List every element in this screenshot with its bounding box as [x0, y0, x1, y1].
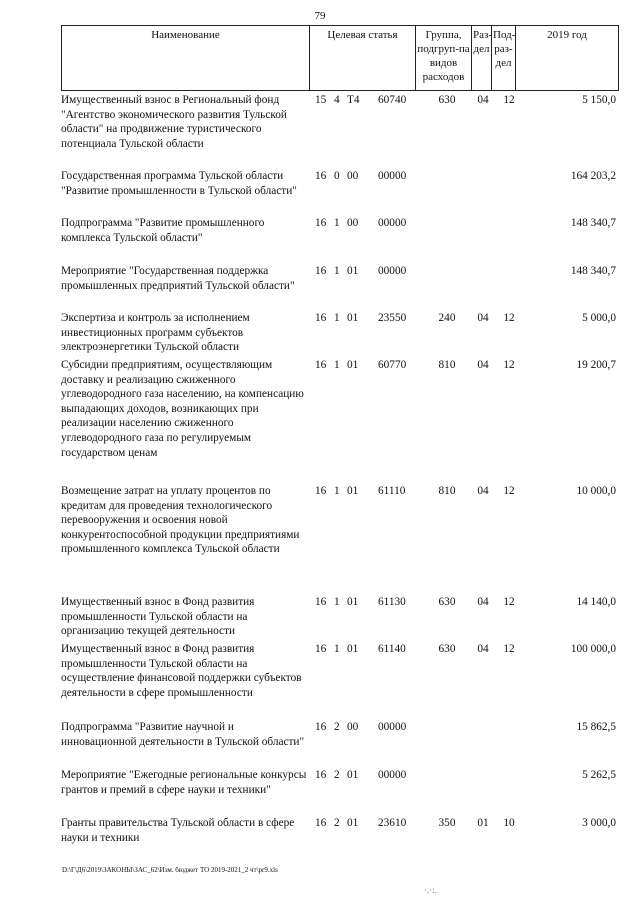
row-section: 04: [477, 359, 489, 371]
row-code-3: 01: [347, 312, 359, 324]
row-code-2: 2: [334, 769, 340, 781]
row-code-4: 60770: [378, 359, 407, 371]
row-code-3: 01: [347, 643, 359, 655]
row-code-4: 61110: [378, 485, 406, 497]
row-code-1: 16: [315, 265, 327, 277]
header-name: Наименование: [62, 26, 310, 91]
file-path-footer: D:\Г\Д6\2019\ЗАКОНЫ\ЗАС_62\Изм. бюджет ТО 2019-2021_2 чт\pr9.xls: [62, 866, 278, 874]
row-code-3: 01: [347, 265, 359, 277]
row-code-4: 00000: [378, 769, 407, 781]
row-code-2: 1: [334, 643, 340, 655]
row-code-1: 16: [315, 643, 327, 655]
row-code-1: 16: [315, 217, 327, 229]
row-code-4: 60740: [378, 94, 407, 106]
row-code-4: 00000: [378, 170, 407, 182]
row-code-2: 4: [334, 94, 340, 106]
row-code-3: 01: [347, 359, 359, 371]
row-code-2: 0: [334, 170, 340, 182]
row-group: 630: [438, 94, 456, 106]
header-group: Группа, подгруп-па видов расходов: [416, 26, 472, 91]
row-name: Государственная программа Тульской области "Развитие промышленности в Тульской области": [61, 170, 297, 197]
row-name: Мероприятие "Государственная поддержка промышленных предприятий Тульской области": [61, 265, 295, 292]
row-code-2: 1: [334, 217, 340, 229]
row-amount: 5 150,0: [582, 94, 616, 106]
row-section: 04: [477, 94, 489, 106]
row-name: Имущественный взнос в Региональный фонд "Агентство экономического развития Тульской области" на продвижение туристического потенциала Тульской области: [61, 94, 287, 150]
row-code-4: 61130: [378, 596, 406, 608]
row-name: Имущественный взнос в Фонд развития промышленности Тульской области на осуществление финансовой поддержки субъектов деятельности в сфере промышленности: [61, 643, 302, 699]
row-code-2: 1: [334, 485, 340, 497]
row-subsection: 10: [503, 817, 515, 829]
row-code-2: 1: [334, 596, 340, 608]
row-code-4: 23610: [378, 817, 407, 829]
row-amount: 3 000,0: [582, 817, 616, 829]
row-amount: 19 200,7: [576, 359, 616, 371]
row-group: 240: [438, 312, 456, 324]
row-code-1: 16: [315, 170, 327, 182]
header-target-article: Целевая статья: [310, 26, 416, 91]
table-header: [61, 25, 619, 91]
row-code-1: 16: [315, 596, 327, 608]
row-code-2: 2: [334, 721, 340, 733]
row-amount: 100 000,0: [570, 643, 616, 655]
row-group: 810: [438, 359, 456, 371]
row-subsection: 12: [503, 94, 515, 106]
row-code-2: 1: [334, 265, 340, 277]
row-name: Экспертиза и контроль за исполнением инвестиционных программ субъектов электроэнергетики Тульской области: [61, 312, 250, 354]
header-year: 2019 год: [516, 26, 619, 91]
row-code-4: 00000: [378, 721, 407, 733]
row-code-4: 00000: [378, 217, 407, 229]
row-name: Мероприятие "Ежегодные региональные конкурсы грантов и премий в сфере науки и техники": [61, 769, 307, 796]
row-amount: 5 000,0: [582, 312, 616, 324]
row-name: Возмещение затрат на уплату процентов по кредитам для проведения технологического перевооружения и освоения новой конкурентоспособной продукции предприятиями промышленного комплекса Тульской области: [61, 485, 300, 556]
row-amount: 148 340,7: [570, 217, 616, 229]
row-group: 630: [438, 596, 456, 608]
scan-mark: ·.·:.: [424, 885, 437, 895]
row-section: 01: [477, 817, 489, 829]
row-name: Имущественный взнос в Фонд развития промышленности Тульской области на организацию текущей деятельности: [61, 596, 255, 638]
page-number: 79: [314, 10, 326, 22]
row-amount: 10 000,0: [576, 485, 616, 497]
row-section: 04: [477, 596, 489, 608]
header-section: Раз-дел: [472, 26, 492, 91]
row-code-1: 16: [315, 359, 327, 371]
row-subsection: 12: [503, 485, 515, 497]
row-section: 04: [477, 485, 489, 497]
row-code-3: 00: [347, 721, 359, 733]
row-code-3: 01: [347, 485, 359, 497]
row-code-4: 61140: [378, 643, 406, 655]
row-code-4: 23550: [378, 312, 407, 324]
row-amount: 148 340,7: [570, 265, 616, 277]
row-code-4: 00000: [378, 265, 407, 277]
row-group: 630: [438, 643, 456, 655]
row-code-1: 16: [315, 485, 327, 497]
row-code-1: 16: [315, 769, 327, 781]
row-subsection: 12: [503, 359, 515, 371]
row-name: Подпрограмма "Развитие промышленного комплекса Тульской области": [61, 217, 265, 244]
row-code-3: 01: [347, 817, 359, 829]
row-code-2: 1: [334, 312, 340, 324]
header-subsection: Под-раз-дел: [492, 26, 516, 91]
row-code-1: 16: [315, 312, 327, 324]
row-section: 04: [477, 312, 489, 324]
row-amount: 14 140,0: [576, 596, 616, 608]
row-code-2: 1: [334, 359, 340, 371]
row-code-3: Т4: [347, 94, 360, 106]
row-name: Подпрограмма "Развитие научной и инновационной деятельности в Тульской области": [61, 721, 305, 748]
row-code-2: 2: [334, 817, 340, 829]
row-code-3: 01: [347, 596, 359, 608]
row-code-3: 01: [347, 769, 359, 781]
row-group: 350: [438, 817, 456, 829]
row-code-3: 00: [347, 217, 359, 229]
row-amount: 15 862,5: [576, 721, 616, 733]
row-code-3: 00: [347, 170, 359, 182]
row-subsection: 12: [503, 312, 515, 324]
row-subsection: 12: [503, 643, 515, 655]
row-amount: 164 203,2: [570, 170, 616, 182]
row-code-1: 15: [315, 94, 327, 106]
row-name: Субсидии предприятиям, осуществляющим доставку и реализацию сжиженного углеводородного газа населению, на компенсацию выпадающих доходов, возникающих при реализации населению сжиженного углеводородного газа по регулируемым государством ценам: [61, 359, 304, 459]
row-subsection: 12: [503, 596, 515, 608]
row-name: Гранты правительства Тульской области в сфере науки и техники: [61, 817, 295, 844]
row-amount: 5 262,5: [582, 769, 616, 781]
row-group: 810: [438, 485, 456, 497]
row-code-1: 16: [315, 817, 327, 829]
row-section: 04: [477, 643, 489, 655]
row-code-1: 16: [315, 721, 327, 733]
